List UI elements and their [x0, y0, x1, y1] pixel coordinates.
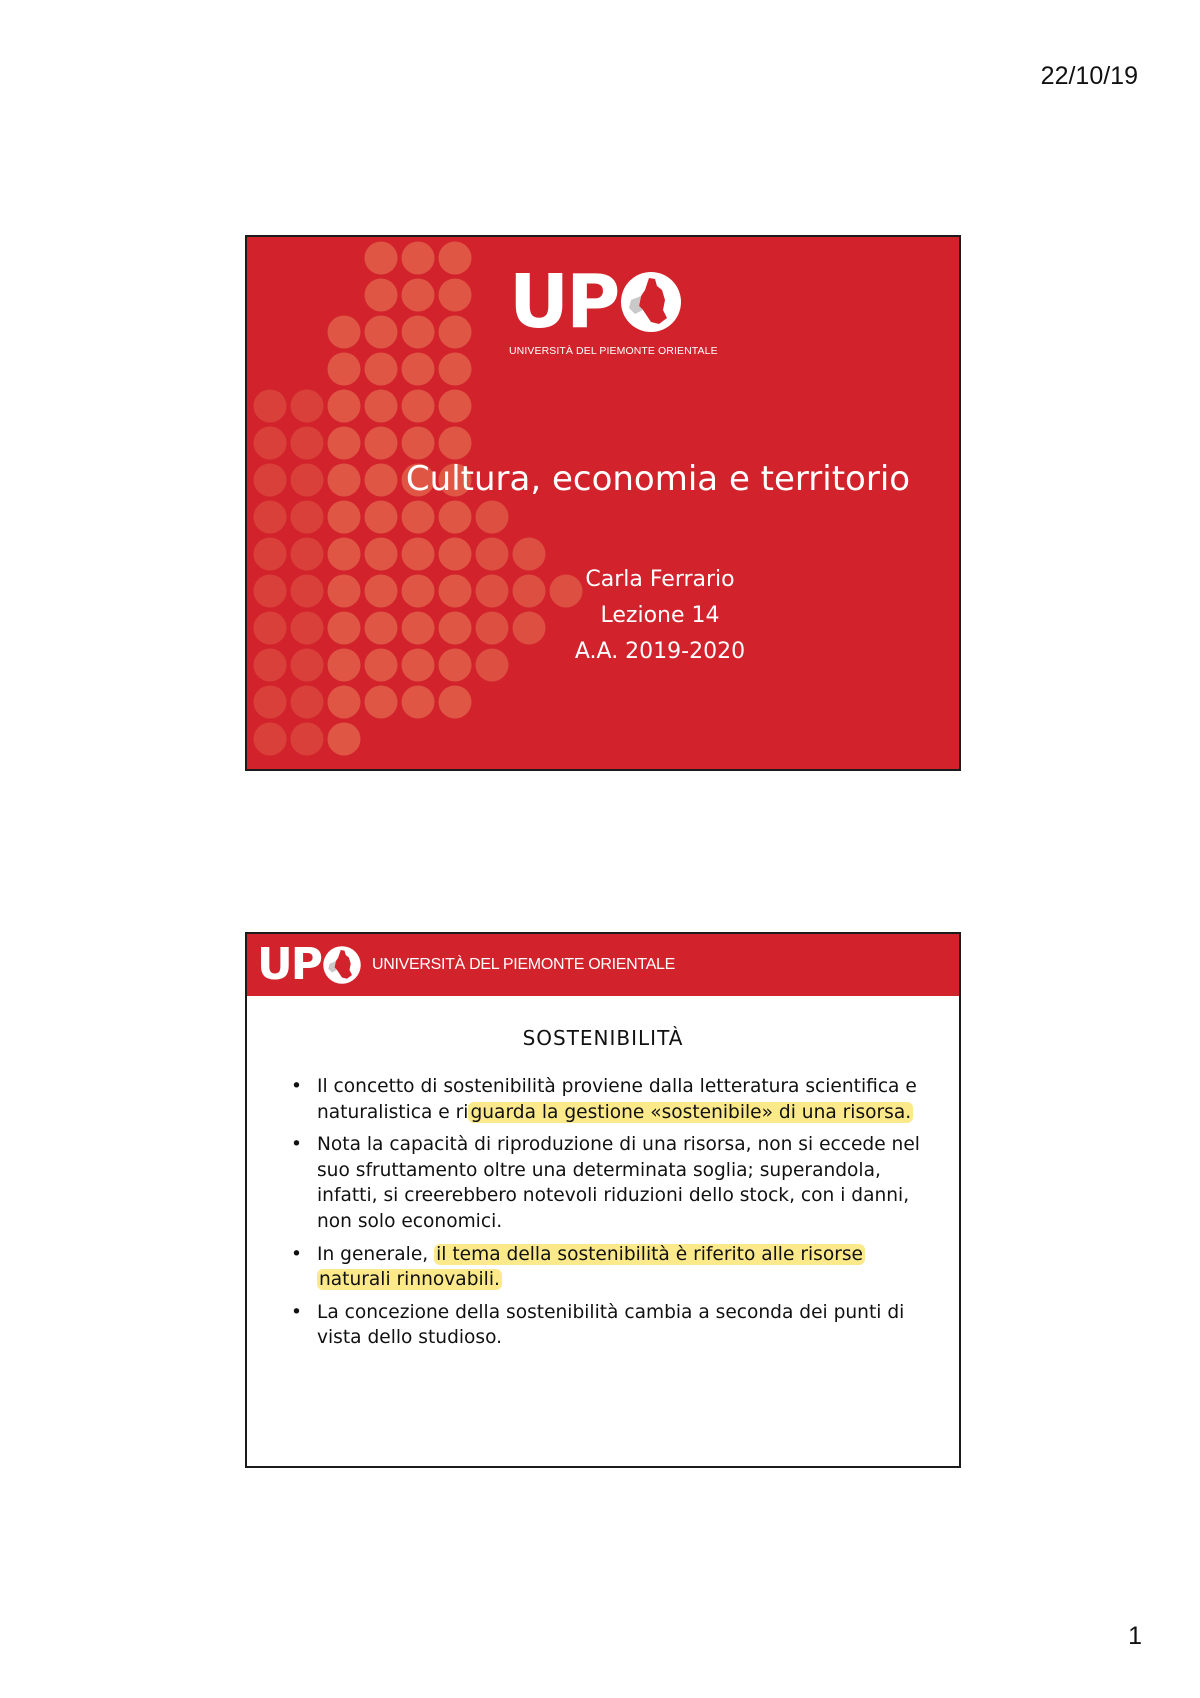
- page-date: 22/10/19: [1040, 62, 1138, 90]
- decorative-dot: [439, 316, 472, 349]
- decorative-dot: [365, 501, 398, 534]
- decorative-dot: [365, 316, 398, 349]
- logo-subtitle: UNIVERSITÀ DEL PIEMONTE ORIENTALE: [509, 345, 718, 357]
- bullet-text: Il concetto di sostenibilità proviene dalla letteratura scientifica e naturalistica e ri: [317, 1076, 917, 1123]
- bullet-item: [289, 1132, 939, 1234]
- bullet-dot: •: [291, 1243, 302, 1265]
- slide-header: [247, 934, 961, 996]
- slide-title: SOSTENIBILITÀ: [522, 1026, 684, 1050]
- decorative-dot: [439, 353, 472, 386]
- author-name: Carla Ferrario: [585, 567, 735, 592]
- bullet-item: [289, 1074, 939, 1125]
- decorative-dot: [254, 501, 287, 534]
- decorative-dot: [254, 686, 287, 719]
- decorative-dot: [402, 316, 435, 349]
- decorative-dot: [439, 686, 472, 719]
- decorative-dot: [402, 501, 435, 534]
- bullet-item: [289, 1300, 939, 1351]
- decorative-dot: [254, 390, 287, 423]
- decorative-dot: [291, 686, 324, 719]
- bullet-text: Nota la capacità di riproduzione di una risorsa, non si eccede nel suo sfruttamento oltre una determinata soglia; superandola, infatti, si creerebbero notevoli riduzioni dello stock, con i danni, non solo economici.: [317, 1134, 920, 1232]
- highlighted-text: guarda la gestione «sostenibile» di una risorsa.: [470, 1101, 912, 1123]
- decorative-dot: [402, 390, 435, 423]
- piemonte-map-icon: [619, 270, 683, 334]
- decorative-dot: [439, 427, 472, 460]
- decorative-dot: [402, 279, 435, 312]
- page-number: 1: [1128, 1622, 1142, 1650]
- header-logo-letters: UP: [257, 939, 321, 990]
- bullet-item: [289, 1242, 939, 1293]
- decorative-dot: [254, 427, 287, 460]
- slide-title: Cultura, economia e territorio: [405, 459, 911, 499]
- highlighted-text: il tema della sostenibilità è riferito alle risorse naturali rinnovabili.: [319, 1243, 863, 1291]
- decorative-dot: [476, 501, 509, 534]
- decorative-dot: [365, 242, 398, 275]
- decorative-dot: [291, 390, 324, 423]
- decorative-dot: [365, 279, 398, 312]
- decorative-dot: [402, 242, 435, 275]
- decorative-dot: [402, 427, 435, 460]
- slide-subtitle: [247, 562, 959, 670]
- decorative-dot: [439, 279, 472, 312]
- decorative-dot: [328, 353, 361, 386]
- header-logo: [257, 939, 676, 990]
- content-slide: [245, 932, 961, 1468]
- header-university-name: UNIVERSITÀ DEL PIEMONTE ORIENTALE: [371, 956, 676, 973]
- piemonte-map-icon: [322, 945, 362, 985]
- decorative-dot: [328, 390, 361, 423]
- decorative-dot: [291, 427, 324, 460]
- bullet-dot: •: [291, 1301, 302, 1323]
- decorative-dot: [328, 723, 361, 756]
- bullet-list: [289, 1074, 939, 1358]
- decorative-dot: [439, 501, 472, 534]
- academic-year: A.A. 2019-2020: [574, 639, 746, 664]
- decorative-dot: [365, 686, 398, 719]
- decorative-dot: [328, 501, 361, 534]
- bullet-dot: •: [291, 1134, 302, 1156]
- upo-logo: [509, 259, 718, 357]
- decorative-dot: [365, 390, 398, 423]
- logo-letters: UP: [509, 259, 618, 345]
- decorative-dot: [439, 390, 472, 423]
- bullet-text: In generale,: [317, 1243, 435, 1265]
- decorative-dot: [291, 723, 324, 756]
- decorative-dot: [365, 427, 398, 460]
- decorative-dot: [291, 501, 324, 534]
- decorative-dot: [365, 353, 398, 386]
- title-slide: [245, 235, 961, 771]
- bullet-dot: •: [291, 1076, 302, 1097]
- decorative-dot: [328, 686, 361, 719]
- decorative-dot: [402, 353, 435, 386]
- lesson-number: Lezione 14: [600, 603, 720, 628]
- decorative-dot: [439, 242, 472, 275]
- decorative-dot: [328, 316, 361, 349]
- decorative-dot: [402, 686, 435, 719]
- bullet-text: La concezione della sostenibilità cambia a seconda dei punti di vista dello studioso.: [317, 1301, 905, 1349]
- decorative-dot: [254, 723, 287, 756]
- decorative-dot: [328, 427, 361, 460]
